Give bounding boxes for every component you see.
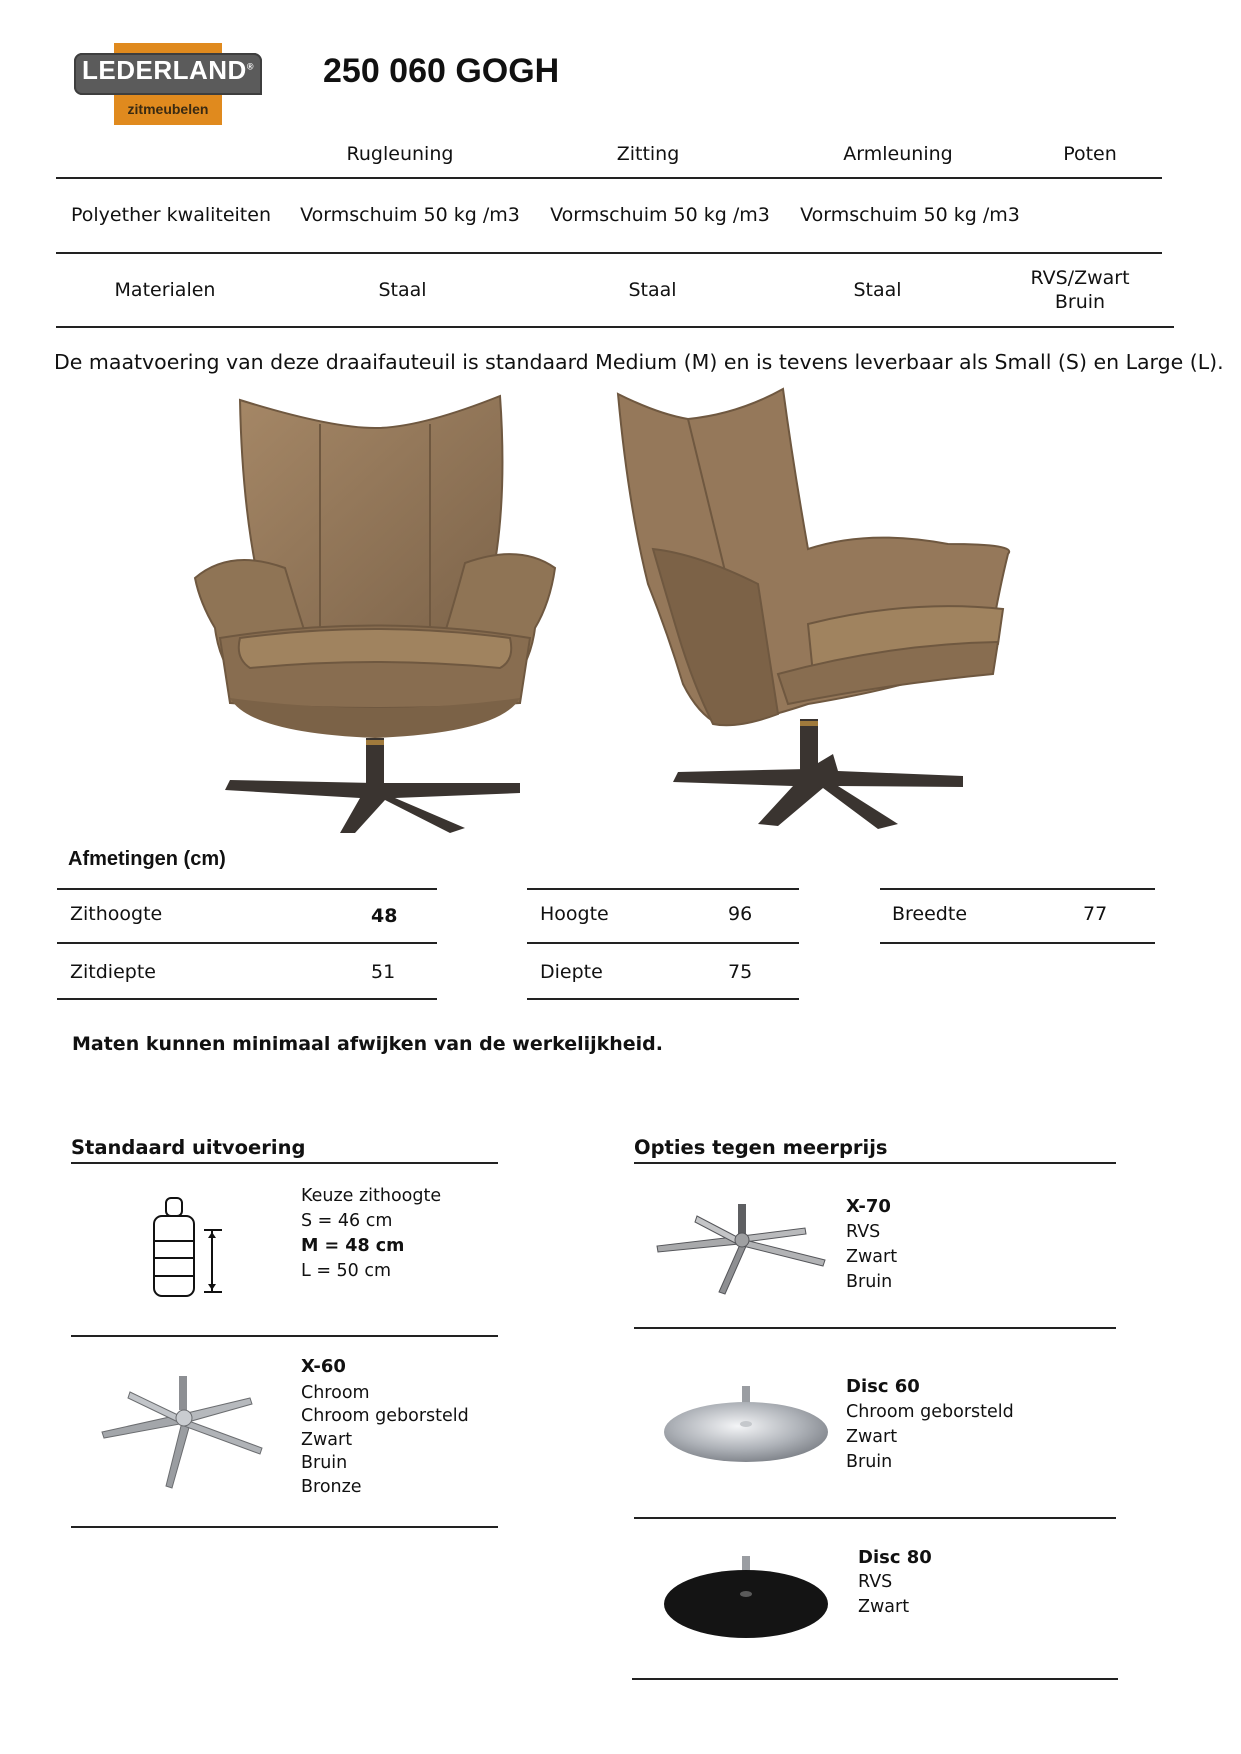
seat-height-title: Keuze zithoogte <box>301 1186 442 1206</box>
polyether-rug: Vormschuim 50 kg /m3 <box>300 204 520 226</box>
dim-label-breedte: Breedte <box>892 903 968 925</box>
polyether-zitting: Vormschuim 50 kg /m3 <box>550 204 770 226</box>
standard-rule <box>71 1162 498 1164</box>
intro-text: De maatvoering van deze draaifauteuil is standaard Medium (M) en is tevens leverbaar als Small (S) en Large (L). <box>54 350 1224 374</box>
col-armleuning: Armleuning <box>843 143 953 165</box>
disc80-rvs: RVS <box>858 1572 893 1592</box>
logo-brand: LEDERLAND® <box>82 55 254 85</box>
dim-label-hoogte: Hoogte <box>540 903 609 925</box>
dim-label-zitdiepte: Zitdiepte <box>70 961 156 983</box>
x60-base-icon <box>100 1374 270 1489</box>
options-rule <box>634 1517 1116 1519</box>
x70-bruin: Bruin <box>846 1272 893 1292</box>
lederland-logo <box>74 43 264 123</box>
seat-height-m: M = 48 cm <box>301 1236 405 1256</box>
x60-chroom: Chroom <box>301 1383 370 1403</box>
disc80-zwart: Zwart <box>858 1597 910 1617</box>
dim-rule <box>57 888 437 890</box>
x70-zwart: Zwart <box>846 1247 898 1267</box>
x60-bronze: Bronze <box>301 1477 362 1497</box>
dimension-note: Maten kunnen minimaal afwijken van de werkelijkheid. <box>72 1033 664 1055</box>
seat-height-l: L = 50 cm <box>301 1261 392 1281</box>
spec-rule-2 <box>56 252 1162 254</box>
disc60-zwart: Zwart <box>846 1427 898 1447</box>
dim-rule <box>527 888 799 890</box>
options-rule <box>632 1678 1118 1680</box>
disc60-chroom-geborsteld: Chroom geborsteld <box>846 1402 1014 1422</box>
disc60-bruin: Bruin <box>846 1452 893 1472</box>
chair-front-image <box>190 388 560 833</box>
product-title: 250 060 GOGH <box>323 52 560 90</box>
dim-rule <box>57 998 437 1000</box>
mat-rug: Staal <box>378 279 427 301</box>
standard-rule <box>71 1335 498 1337</box>
x60-bruin: Bruin <box>301 1453 348 1473</box>
standard-title: Standaard uitvoering <box>71 1136 306 1159</box>
dim-rule <box>57 942 437 944</box>
disc80-base-icon <box>662 1554 832 1640</box>
col-zitting: Zitting <box>616 143 680 165</box>
polyether-arm: Vormschuim 50 kg /m3 <box>800 204 1020 226</box>
dim-rule <box>880 888 1155 890</box>
dim-value-hoogte: 96 <box>728 903 753 925</box>
dim-label-zithoogte: Zithoogte <box>70 903 163 925</box>
dim-rule <box>880 942 1155 944</box>
x70-base-icon <box>655 1200 830 1295</box>
logo-orange-top <box>114 43 222 53</box>
dim-value-zithoogte: 48 <box>371 905 398 927</box>
col-poten: Poten <box>1063 143 1117 165</box>
dim-value-breedte: 77 <box>1083 903 1108 925</box>
row-polyether-label: Polyether kwaliteiten <box>71 204 271 226</box>
disc60-base-icon <box>662 1384 832 1466</box>
mat-arm: Staal <box>853 279 902 301</box>
x60-zwart: Zwart <box>301 1430 353 1450</box>
options-rule <box>634 1327 1116 1329</box>
row-materialen-label: Materialen <box>114 279 216 301</box>
dim-label-diepte: Diepte <box>540 961 603 983</box>
x60-title: X-60 <box>301 1356 346 1377</box>
standard-rule <box>71 1526 498 1528</box>
seat-height-icon <box>148 1196 230 1300</box>
dim-value-zitdiepte: 51 <box>371 961 396 983</box>
x70-rvs: RVS <box>846 1222 881 1242</box>
disc80-title: Disc 80 <box>858 1547 932 1568</box>
dim-rule <box>527 942 799 944</box>
spec-rule-3 <box>56 326 1174 328</box>
mat-zitting: Staal <box>628 279 677 301</box>
col-rugleuning: Rugleuning <box>346 143 454 165</box>
mat-poten-2: Bruin <box>1054 291 1106 313</box>
dim-rule <box>527 998 799 1000</box>
options-rule <box>634 1162 1116 1164</box>
dimensions-title: Afmetingen (cm) <box>68 848 226 870</box>
spec-rule-1 <box>56 177 1162 179</box>
dim-value-diepte: 75 <box>728 961 753 983</box>
chair-side-image <box>608 384 1018 834</box>
options-title: Opties tegen meerprijs <box>634 1136 888 1159</box>
logo-sub: zitmeubelen <box>127 101 209 117</box>
disc60-title: Disc 60 <box>846 1376 920 1397</box>
mat-poten-1: RVS/Zwart <box>1030 267 1130 289</box>
seat-height-s: S = 46 cm <box>301 1211 393 1231</box>
x60-chroom-geborsteld: Chroom geborsteld <box>301 1406 469 1426</box>
x70-title: X-70 <box>846 1196 891 1217</box>
